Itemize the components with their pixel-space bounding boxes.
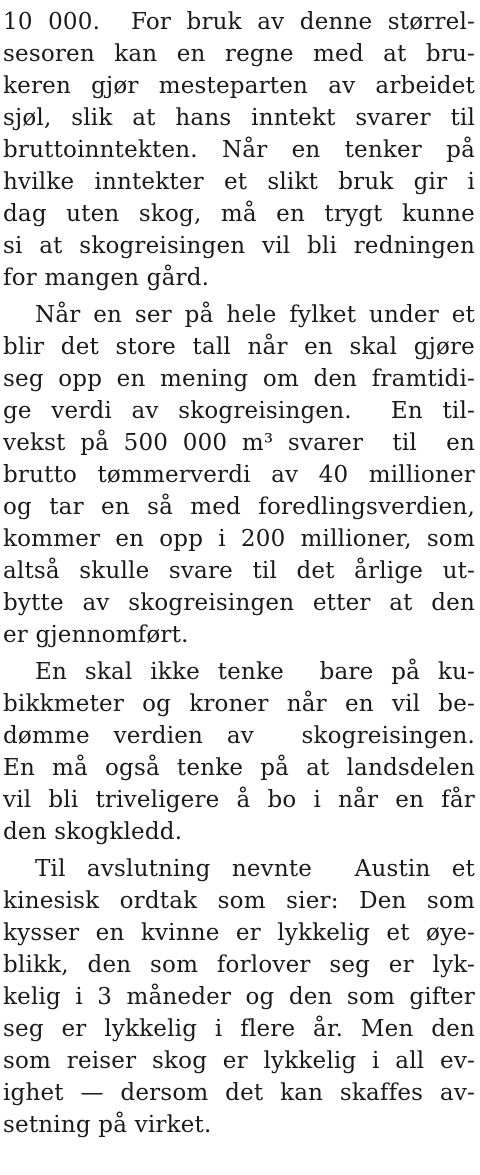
- text-line: kommer en opp i 200 millioner, som: [3, 526, 475, 552]
- text-line: som reiser skog er lykkelig i all ev-: [3, 1048, 475, 1074]
- text-line: og tar en så med foredlingsverdien,: [3, 494, 475, 520]
- text-line: En skal ikke tenke bare på ku-: [35, 659, 475, 685]
- text-line: vil bli triveligere å bo i når en får: [3, 787, 475, 813]
- text-line: Når en ser på hele fylket under et: [35, 302, 475, 328]
- text-line: seg opp en mening om den framtidi-: [3, 366, 475, 392]
- text-line: ighet — dersom det kan skaffes av-: [3, 1080, 475, 1106]
- text-line: sesoren kan en regne med at bru-: [3, 41, 475, 67]
- text-line: bruttoinntekten. Når en tenker på: [3, 137, 475, 163]
- text-line: kinesisk ordtak som sier: Den som: [3, 888, 475, 914]
- text-line: seg er lykkelig i flere år. Men den: [3, 1016, 475, 1042]
- text-line: for mangen gård.: [3, 265, 210, 291]
- paragraph: [3, 656, 475, 848]
- text-line: dag uten skog, må en trygt kunne: [3, 201, 475, 227]
- text-line: Til avslutning nevnte Austin et: [35, 856, 475, 882]
- text-line: kelig i 3 måneder og den som gifter: [3, 984, 475, 1010]
- paragraph: [3, 6, 475, 294]
- text-line: bikkmeter og kroner når en vil be-: [3, 691, 475, 717]
- paragraph: [3, 853, 475, 1141]
- paragraph: [3, 299, 475, 651]
- text-line: ge verdi av skogreisingen. En til-: [3, 398, 475, 424]
- text-line: blikk, den som forlover seg er lyk-: [3, 952, 475, 978]
- text-line: setning på virket.: [3, 1112, 212, 1138]
- article-column: [3, 6, 475, 1146]
- text-line: En må også tenke på at landsdelen: [3, 755, 475, 781]
- text-line: vekst på 500 000 m³ svarer til en: [3, 430, 475, 456]
- text-line: si at skogreisingen vil bli redningen: [3, 233, 475, 259]
- text-line: sjøl, slik at hans inntekt svarer til: [3, 105, 475, 131]
- text-line: dømme verdien av skogreisingen.: [3, 723, 475, 749]
- text-line: hvilke inntekter et slikt bruk gir i: [3, 169, 475, 195]
- text-line: den skogkledd.: [3, 819, 183, 845]
- text-line: 10 000. For bruk av denne størrel-: [3, 9, 475, 35]
- text-line: keren gjør mesteparten av arbeidet: [3, 73, 475, 99]
- text-line: bytte av skogreisingen etter at den: [3, 590, 475, 616]
- text-line: blir det store tall når en skal gjøre: [3, 334, 475, 360]
- text-line: er gjennomført.: [3, 622, 189, 648]
- text-line: altså skulle svare til det årlige ut-: [3, 558, 475, 584]
- text-line: kysser en kvinne er lykkelig et øye-: [3, 920, 475, 946]
- text-line: brutto tømmerverdi av 40 millioner: [3, 462, 475, 488]
